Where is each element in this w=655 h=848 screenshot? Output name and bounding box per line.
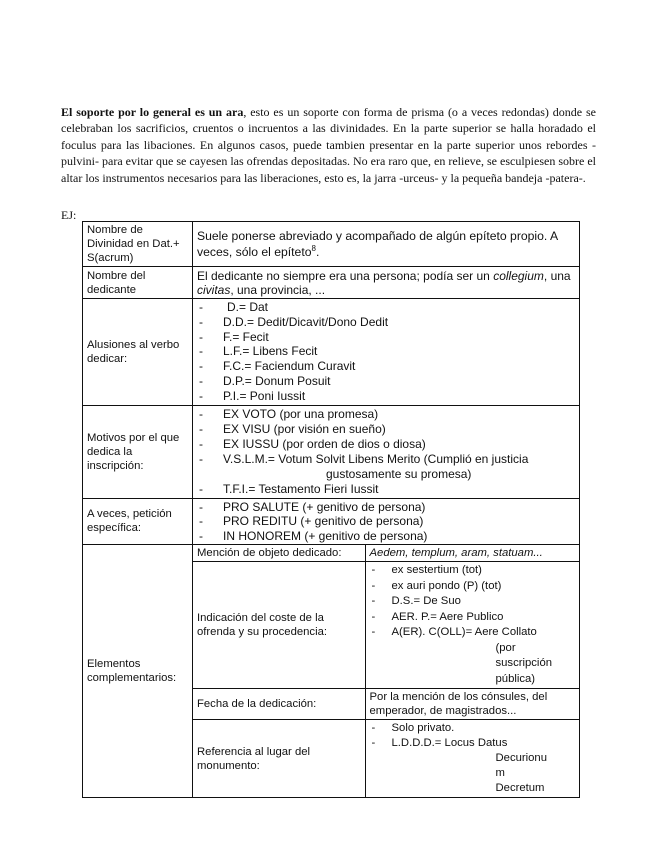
list-item: - EX IUSSU (por orden de dios o diosa) bbox=[197, 437, 575, 452]
list-item: - L.D.D.D.= Locus Datus bbox=[370, 736, 576, 751]
row-dedicante bbox=[83, 267, 580, 299]
sub-row-lugar bbox=[193, 720, 579, 798]
list-item: - A(ER). C(OLL)= Aere Collato bbox=[370, 625, 576, 641]
list-item: - P.I.= Poni Iussit bbox=[197, 389, 575, 404]
list-item: - Solo privato. bbox=[370, 721, 576, 736]
row-alusiones bbox=[83, 299, 580, 406]
lugar-value bbox=[365, 720, 579, 798]
lugar-continuation: Decurionu m Decretum bbox=[495, 752, 547, 795]
list-item: - F.C.= Faciendum Curavit bbox=[197, 359, 575, 374]
alusiones-list bbox=[197, 300, 575, 404]
value-motivos bbox=[193, 405, 580, 498]
row-peticion bbox=[83, 498, 580, 545]
list-item: - D.= Dat bbox=[197, 300, 575, 315]
list-item: - D.S.= De Suo bbox=[370, 594, 576, 610]
footnote-mark: 8 bbox=[311, 243, 316, 253]
motivos-item4-continuation: gustosamente su promesa) bbox=[326, 466, 472, 481]
list-item: - PRO SALUTE (+ genitivo de persona) bbox=[197, 500, 575, 515]
row-complementarios bbox=[83, 545, 580, 798]
motivos-list bbox=[197, 407, 575, 467]
intro-text: , esto es un soporte con forma de prisma (o a veces redondas) donde se celebraban los sacrificios, cruentos o incruentos a las divinidades. En la parte superior se halla horadado el foculus para las libaciones. En algunos casos, puede tambien presentar en la parte superior unos rebordes -pulvini- para evitar que se cayesen las ofrendas depositadas. No era raro que, en relieve, se esculpiesen sobre el altar los instrumentos necesarios para las liberaciones, esto es, la jarra -urceus- y la pequeña bandeja -patera-. bbox=[61, 105, 596, 185]
lugar-list bbox=[370, 721, 576, 751]
peticion-list bbox=[197, 500, 575, 544]
value-dedicante: El dedicante no siempre era una persona; podía ser un collegium, una civitas, una provincia, ... bbox=[193, 267, 580, 299]
coste-list bbox=[370, 563, 576, 641]
sub-row-mencion bbox=[193, 545, 579, 562]
list-item: - D.P.= Donum Posuit bbox=[197, 374, 575, 389]
complementarios-subtable-cell bbox=[193, 545, 580, 798]
value-divinidad: Suele ponerse abreviado y acompañado de algún epíteto propio. A veces, sólo el epíteto$^8$. bbox=[193, 222, 580, 267]
label-divinidad: Nombre de Divinidad en Dat.+ S(acrum) bbox=[83, 222, 193, 267]
fecha-label: Fecha de la dedicación: bbox=[193, 689, 365, 720]
list-item: - AER. P.= Aere Publico bbox=[370, 610, 576, 626]
list-item: - EX VISU (por visión en sueño) bbox=[197, 422, 575, 437]
coste-continuation: (por suscripción pública) bbox=[495, 641, 553, 685]
row-divinidad bbox=[83, 222, 580, 267]
list-item: - ex auri pondo (P) (tot) bbox=[370, 579, 576, 595]
list-item: - ex sestertium (tot) bbox=[370, 563, 576, 579]
ej-label: EJ: bbox=[61, 208, 77, 222]
intro-bold-lead: El soporte por lo general es un ara bbox=[61, 105, 244, 119]
label-complementarios: Elementos complementarios: bbox=[83, 545, 193, 798]
coste-label: Indicación del coste de la ofrenda y su procedencia: bbox=[193, 562, 365, 689]
value-alusiones bbox=[193, 299, 580, 406]
label-alusiones: Alusiones al verbo dedicar: bbox=[83, 299, 193, 406]
value-peticion bbox=[193, 498, 580, 545]
list-item: - V.S.L.M.= Votum Solvit Libens Merito (Cumplió en justicia bbox=[197, 452, 575, 467]
fecha-value: Por la mención de los cónsules, del emperador, de magistrados... bbox=[365, 689, 579, 720]
mencion-value: Aedem, templum, aram, statuam... bbox=[365, 545, 579, 562]
list-item: - F.= Fecit bbox=[197, 330, 575, 345]
motivos-list-end bbox=[197, 482, 575, 497]
row-motivos bbox=[83, 405, 580, 498]
mencion-label: Mención de objeto dedicado: bbox=[193, 545, 365, 562]
lugar-label: Referencia al lugar del monumento: bbox=[193, 720, 365, 798]
dedication-table bbox=[82, 221, 580, 798]
label-dedicante: Nombre del dedicante bbox=[83, 267, 193, 299]
coste-value bbox=[365, 562, 579, 689]
intro-paragraph bbox=[61, 104, 596, 186]
complementarios-subtable bbox=[193, 545, 579, 797]
list-item: - D.D.= Dedit/Dicavit/Dono Dedit bbox=[197, 315, 575, 330]
list-item: - IN HONOREM (+ genitivo de persona) bbox=[197, 529, 575, 544]
label-peticion: A veces, petición específica: bbox=[83, 498, 193, 545]
list-item: - T.F.I.= Testamento Fieri Iussit bbox=[197, 482, 575, 497]
sub-row-coste bbox=[193, 562, 579, 689]
list-item: - EX VOTO (por una promesa) bbox=[197, 407, 575, 422]
list-item: - PRO REDITU (+ genitivo de persona) bbox=[197, 514, 575, 529]
list-item: - L.F.= Libens Fecit bbox=[197, 344, 575, 359]
sub-row-fecha bbox=[193, 689, 579, 720]
label-motivos: Motivos por el que dedica la inscripción: bbox=[83, 405, 193, 498]
